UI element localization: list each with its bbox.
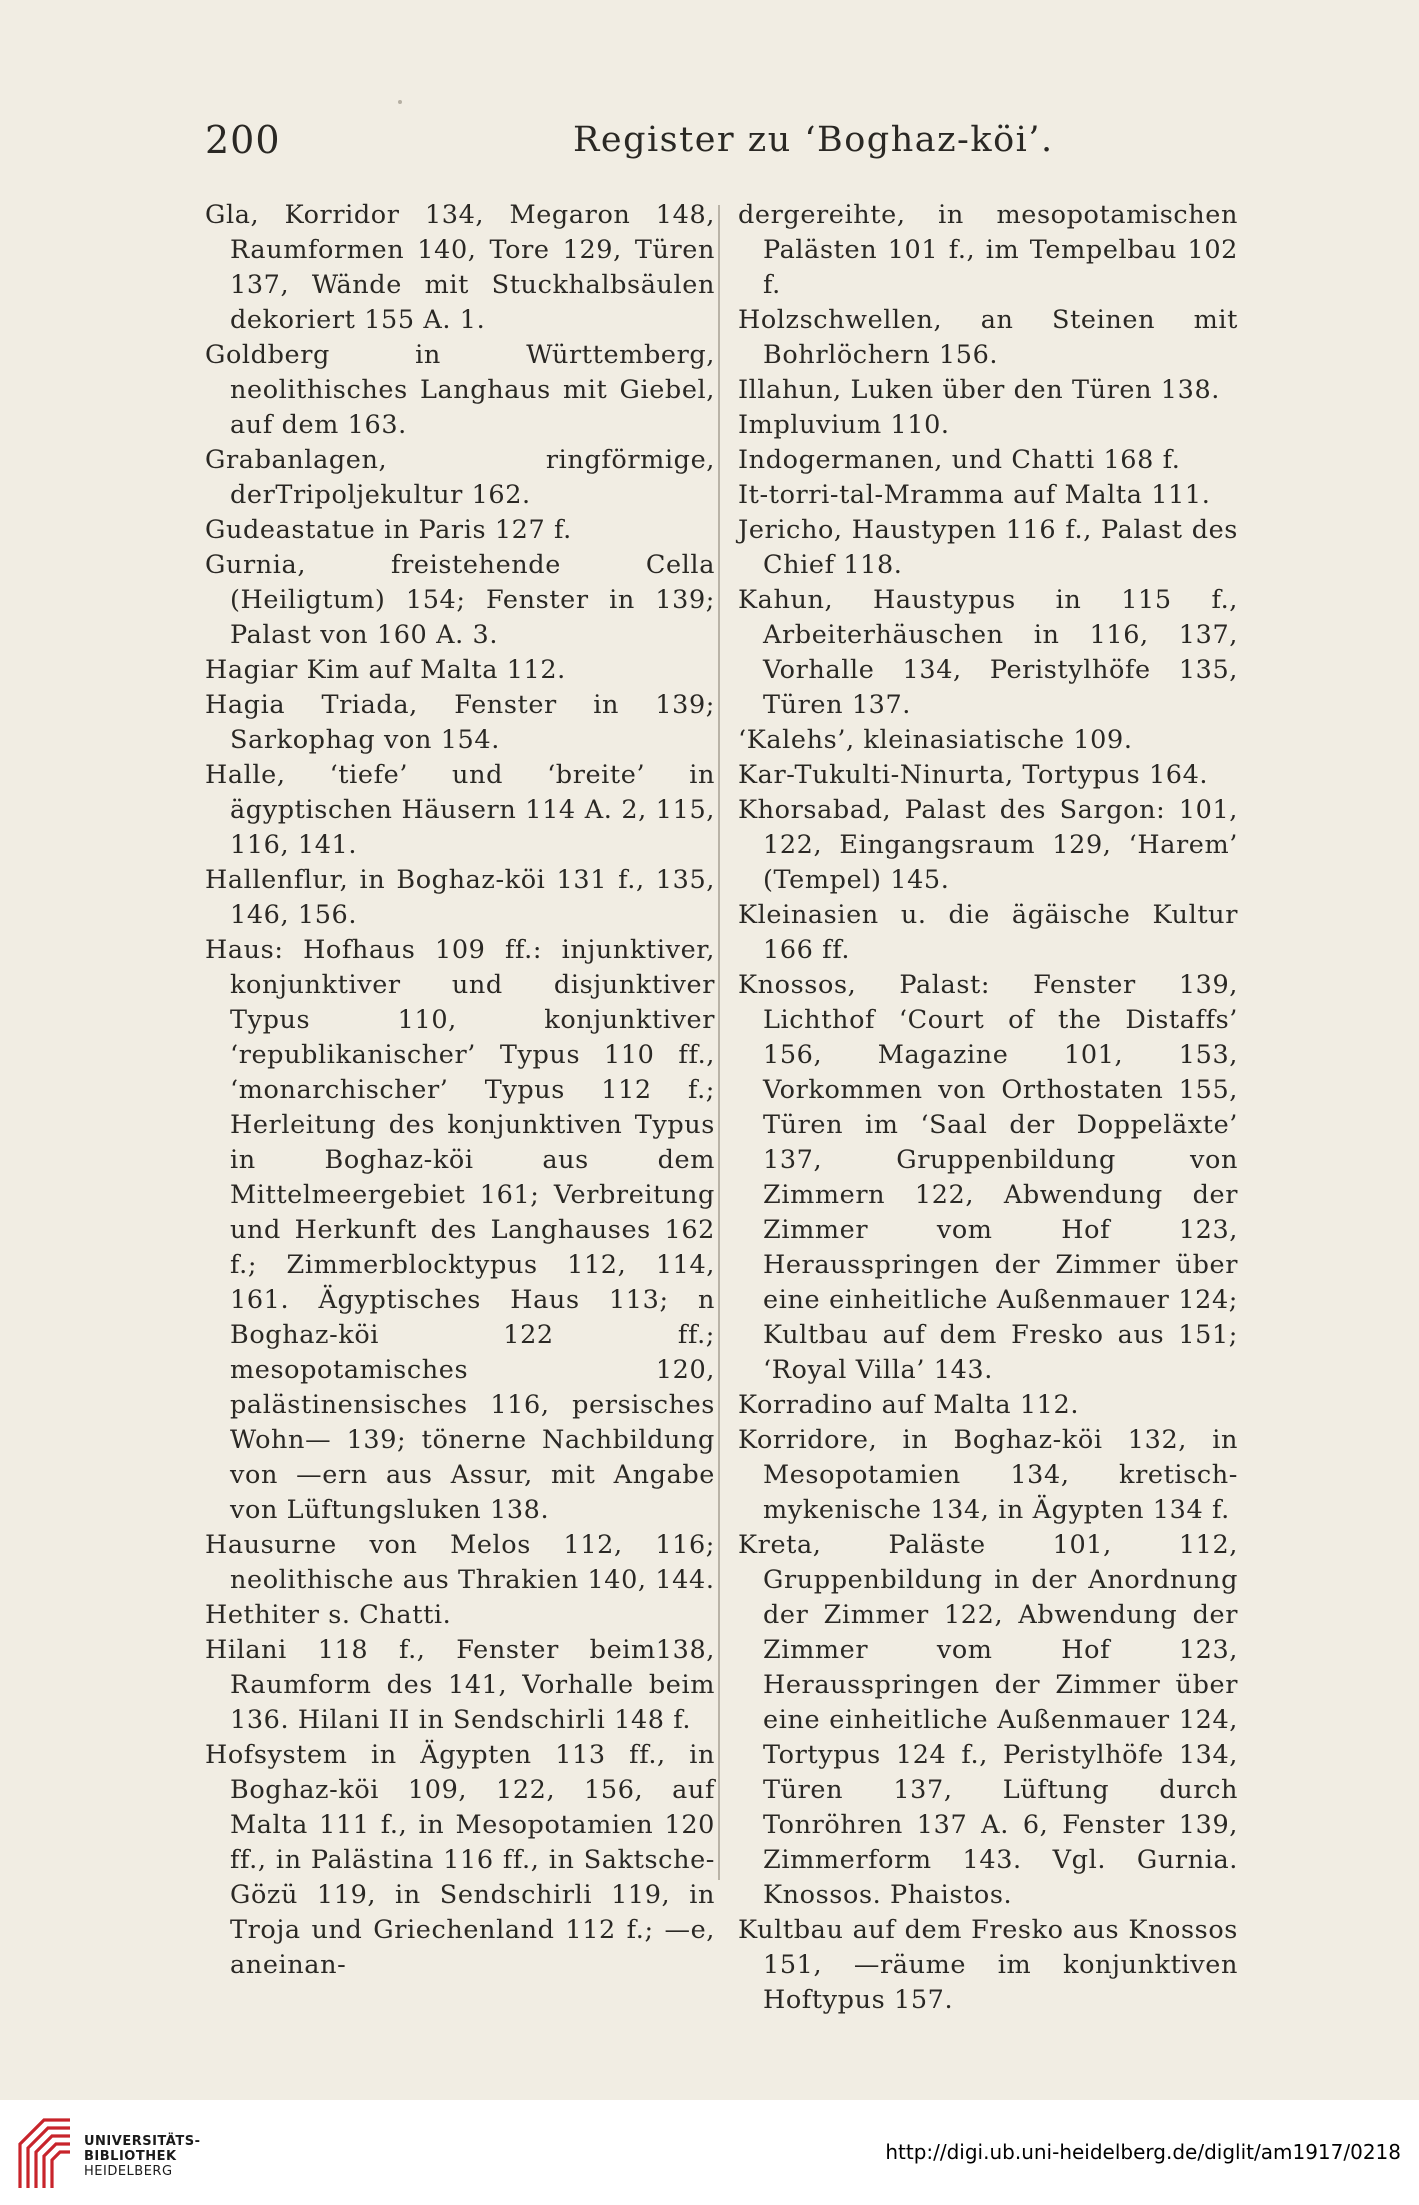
page-number: 200 [205, 118, 281, 162]
index-entry: Khorsabad, Palast des Sargon: 101, 122, Eingangsraum 129, ‘Harem’ (Tempel) 145. [738, 795, 1238, 895]
index-entry: Korridore, in Boghaz-köi 132, in Mesopotamien 134, kretisch-mykenische 134, in Ägypten 134 f. [738, 1425, 1238, 1525]
index-entry: Haus: Hofhaus 109 ff.: injunktiver, konjunktiver und disjunktiver Typus 110, konjunktiver ‘republikanischer’ Typus 110 ff., ‘monarchischer’ Typus 112 f.; Herleitung des konjunktiven Typus in Boghaz-köi aus dem Mittelmeergebiet 161; Verbreitung und Herkunft des Langhauses 162 f.; Zimmerblocktypus 112, 114, 161. Ägyptisches Haus 113; n Boghaz-köi 122 ff.; mesopotamisches 120, palästinensisches 116, persisches Wohn— 139; tönerne Nachbildung von —ern aus Assur, mit Angabe von Lüftungsluken 138. [205, 935, 715, 1525]
index-entry: Indogermanen, und Chatti 168 f. [738, 445, 1181, 475]
index-entry: Kreta, Paläste 101, 112, Gruppenbildung in der Anordnung der Zimmer 122, Abwendung der Zimmer vom Hof 123, Herausspringen der Zimmer über eine einheitliche Außenmauer 124, Tortypus 124 f., Peristylhöfe 134, Türen 137, Lüftung durch Tonröhren 137 A. 6, Fenster 139, Zimmerform 143. Vgl. Gurnia. Knossos. Phaistos. [738, 1530, 1238, 1910]
library-logo-icon [14, 2114, 76, 2192]
index-entry: dergereihte, in mesopotamischen Palästen 101 f., im Tempelbau 102 f. [738, 200, 1238, 300]
index-entry: Gla, Korridor 134, Megaron 148, Raumformen 140, Tore 129, Türen 137, Wände mit Stuckhalbsäulen dekoriert 155 A. 1. [205, 200, 715, 335]
index-entry: It-torri-tal-Mramma auf Malta 111. [738, 480, 1211, 510]
column-divider [718, 205, 720, 1880]
paper-speck [398, 100, 402, 104]
index-entry: Holzschwellen, an Steinen mit Bohrlöchern 156. [738, 305, 1238, 370]
index-entry: Kultbau auf dem Fresko aus Knossos 151, —räume im konjunktiven Hoftypus 157. [738, 1915, 1238, 2015]
index-entry: Korradino auf Malta 112. [738, 1390, 1080, 1420]
page-header [205, 118, 1235, 178]
index-column-left [205, 198, 715, 1983]
index-entry: Hilani 118 f., Fenster beim138, Raumform des 141, Vorhalle beim 136. Hilani II in Sendschirli 148 f. [205, 1635, 715, 1735]
footer-bar [0, 2100, 1419, 2205]
index-entry: ‘Kalehs’, kleinasiatische 109. [738, 725, 1133, 755]
index-entry: Kahun, Haustypus in 115 f., Arbeiterhäuschen in 116, 137, Vorhalle 134, Peristylhöfe 135, Türen 137. [738, 585, 1238, 720]
index-entry: Knossos, Palast: Fenster 139, Lichthof ‘Court of the Distaffs’ 156, Magazine 101, 153, Vorkommen von Orthostaten 155, Türen im ‘Saal der Doppeläxte’ 137, Gruppenbildung von Zimmern 122, Abwendung der Zimmer vom Hof 123, Herausspringen der Zimmer über eine einheitliche Außenmauer 124; Kultbau auf dem Fresko aus 151; ‘Royal Villa’ 143. [738, 970, 1238, 1385]
index-entry: Hagiar Kim auf Malta 112. [205, 655, 566, 685]
index-entry: Jericho, Haustypen 116 f., Palast des Chief 118. [738, 515, 1238, 580]
index-entry: Hofsystem in Ägypten 113 ff., in Boghaz-köi 109, 122, 156, auf Malta 111 f., in Mesopotamien 120 ff., in Palästina 116 ff., in Saktsche-Gözü 119, in Sendschirli 119, in Troja und Griechenland 112 f.; —e, aneinan- [205, 1740, 715, 1980]
index-entry: Hagia Triada, Fenster in 139; Sarkophag von 154. [205, 690, 715, 755]
running-title: Register zu ‘Boghaz-köi’. [573, 120, 1054, 160]
library-name-line: UNIVERSITÄTS- [84, 2134, 201, 2149]
index-entry: Impluvium 110. [738, 410, 950, 440]
index-entry: Gudeastatue in Paris 127 f. [205, 515, 572, 545]
index-entry: Kleinasien u. die ägäische Kultur 166 ff. [738, 900, 1238, 965]
source-url-link[interactable]: http://digi.ub.uni-heidelberg.de/diglit/am1917/0218 [885, 2140, 1401, 2164]
index-entry: Goldberg in Württemberg, neolithisches Langhaus mit Giebel, auf dem 163. [205, 340, 715, 440]
index-entry: Hausurne von Melos 112, 116; neolithische aus Thrakien 140, 144. [205, 1530, 715, 1595]
index-entry: Halle, ‘tiefe’ und ‘breite’ in ägyptischen Häusern 114 A. 2, 115, 116, 141. [205, 760, 715, 860]
index-entry: Gurnia, freistehende Cella (Heiligtum) 154; Fenster in 139; Palast von 160 A. 3. [205, 550, 715, 650]
index-entry: Illahun, Luken über den Türen 138. [738, 375, 1220, 405]
library-name [84, 2134, 200, 2179]
library-name-line: BIBLIOTHEK [84, 2149, 177, 2164]
index-column-right [738, 198, 1238, 2018]
index-entry: Hethiter s. Chatti. [205, 1600, 452, 1630]
index-entry: Hallenflur, in Boghaz-köi 131 f., 135, 146, 156. [205, 865, 715, 930]
library-name-line: HEIDELBERG [84, 2164, 173, 2179]
index-entry: Grabanlagen, ringförmige, derTripoljekultur 162. [205, 445, 715, 510]
index-entry: Kar-Tukulti-Ninurta, Tortypus 164. [738, 760, 1209, 790]
